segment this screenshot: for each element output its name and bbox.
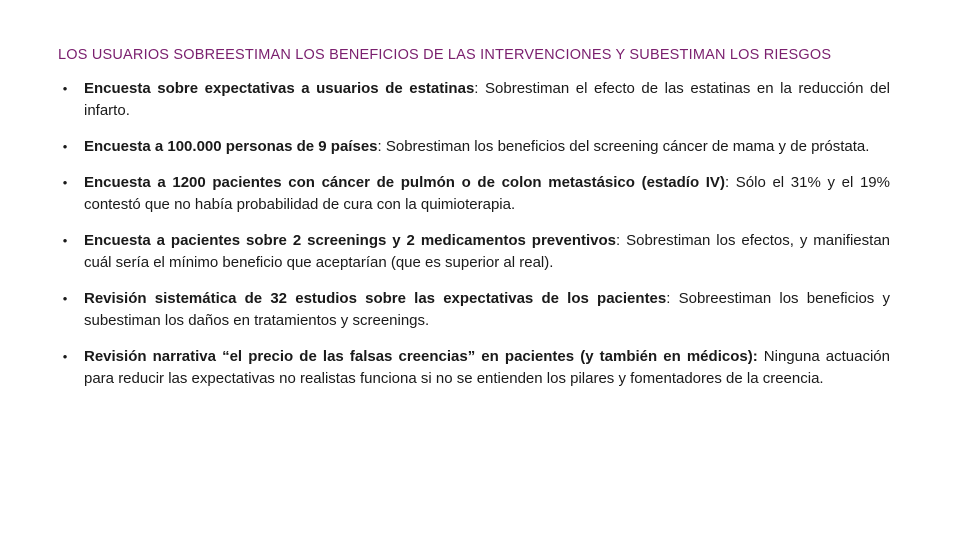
bullet-list: [58, 78, 890, 390]
slide: [58, 44, 890, 404]
bullet-lead: Revisión narrativa “el precio de las falsas creencias” en pacientes (y también en médicos):: [84, 348, 758, 365]
bullet-lead: Encuesta a 1200 pacientes con cáncer de pulmón o de colon metastásico (estadío IV): [84, 174, 725, 191]
bullet-item: [58, 288, 890, 332]
bullet-dot-icon: •: [62, 139, 68, 154]
bullet-item: [58, 78, 890, 122]
bullet-dot-icon: •: [62, 233, 68, 248]
bullet-lead: Encuesta a 100.000 personas de 9 países: [84, 138, 378, 155]
bullet-text: : Sólo el 31% y el 19% contestó que no había probabilidad de cura con la quimioterapia.: [84, 174, 890, 213]
bullet-dot-icon: •: [62, 349, 68, 364]
bullet-dot-icon: •: [62, 81, 68, 96]
bullet-text: : Sobrestiman el efecto de las estatinas en la reducción del infarto.: [84, 80, 890, 119]
slide-title: LOS USUARIOS SOBREESTIMAN LOS BENEFICIOS DE LAS INTERVENCIONES Y SUBESTIMAN LOS RIESGOS: [58, 47, 832, 63]
bullet-text: : Sobrestiman los efectos, y manifiestan cuál sería el mínimo beneficio que aceptarían (que es superior al real).: [84, 232, 890, 271]
bullet-dot-icon: •: [62, 175, 68, 190]
bullet-text: : Sobrestiman los beneficios del screening cáncer de mama y de próstata.: [377, 138, 870, 155]
bullet-item: [58, 172, 890, 216]
bullet-lead: Encuesta sobre expectativas a usuarios de estatinas: [84, 80, 475, 97]
bullet-lead: Encuesta a pacientes sobre 2 screenings y 2 medicamentos preventivos: [84, 232, 617, 249]
bullet-item: [58, 346, 890, 390]
bullet-text: Ninguna actuación para reducir las expectativas no realistas funciona si no se entienden los pilares y fomentadores de la creencia.: [84, 348, 890, 387]
bullet-dot-icon: •: [62, 291, 68, 306]
bullet-item: [58, 136, 890, 158]
bullet-item: [58, 230, 890, 274]
bullet-lead: Revisión sistemática de 32 estudios sobre las expectativas de los pacientes: [84, 290, 667, 307]
bullet-text: : Sobreestiman los beneficios y subestiman los daños en tratamientos y screenings.: [84, 290, 890, 329]
